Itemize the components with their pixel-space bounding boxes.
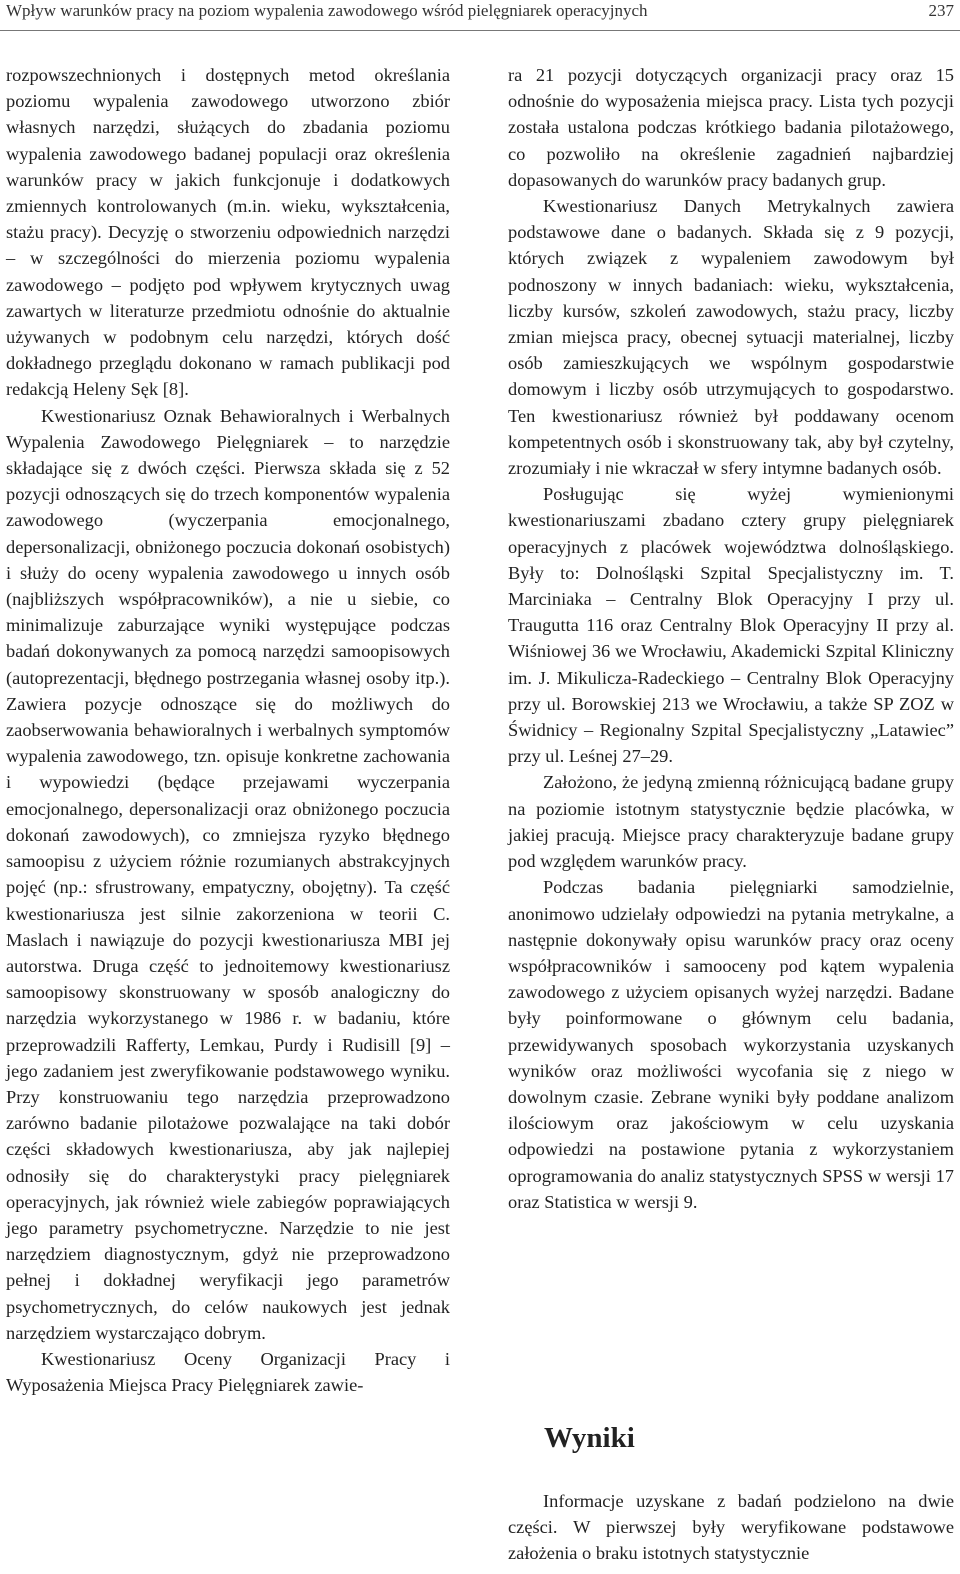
paragraph: rozpowszechnionych i dostępnych metod określania poziomu wypalenia zawodowego utworzono zbiór własnych narzędzi, służących do zbadania poziomu wypalenia zawodowego badanej populacji oraz określenia warunków pracy w jakich funkcjonuje i dodatkowych zmiennych kontrolowanych (m.in. wieku, wykształcenia, stażu pracy). Decyzję o stworzeniu odpowiednich narzędzi – w szczególności do mierzenia poziomu wypalenia zawodowego – podjęto pod wpływem krytycznych uwag zawartych w literaturze przedmiotu odnośnie do aktualnie używanych w podobnym celu narzędzi, których dość dokładnego przeglądu dokonano w ramach publikacji pod redakcją Heleny Sęk [8]. bbox=[6, 65, 450, 400]
paragraph: Podczas badania pielęgniarki samodzielnie, anonimowo udzielały odpowiedzi na pytania metrykalne, a następnie dokonywały opisu warunków pracy oraz oceny współpracowników i samooceny pod kątem wypalenia zawodowego z użyciem opisanych wyżej narzędzi. Badane były poinformowane o głównym celu badania, przewidywanych sposobach wykorzystania uzyskanych wyników oraz możliwości wycofania się z niego w dowolnym czasie. Zebrane wyniki były poddane analizom ilościowym oraz jakościowym w celu uzyskania odpowiedzi na postawione pytania z wykorzystaniem oprogramowania do analiz statystycznych SPSS w wersji 17 oraz Statistica w wersji 9. bbox=[508, 877, 954, 1212]
paragraph: Kwestionariusz Oznak Behawioralnych i Werbalnych Wypalenia Zawodowego Pielęgniarek – to narzędzie składające się z dwóch części. Pierwsza składa się z 52 pozycji odnoszących się do trzech komponentów wypalenia zawodowego (wyczerpania emocjonalnego, depersonalizacji, obniżonego poczucia dokonań osobistych) i służy do oceny wypalenia zawodowego u innych osób (najbliższych współpracowników), a nie u siebie, co minimalizuje zaburzające wyniki występujące podczas badań dokonywanych za pomocą narzędzi samoopisowych (autoprezentacji, błędnego postrzegania własnej osoby itp.). Zawiera pozycje odnoszące się do możliwych do zaobserwowania behawioralnych i werbalnych symptomów wypalenia zawodowego, tzn. opisuje konkretne zachowania i wypowiedzi (będące przejawami wyczerpania emocjonalnego, depersonalizacji oraz obniżonego poczucia dokonań zawodowych), co zmniejsza ryzyko błędnego samoopisu z użyciem różnie rozumianych abstrakcyjnych pojęć (np.: sfrustrowany, empatyczny, obojętny). Ta część kwestionariusza jest silnie zakorzeniona w teorii C. Maslach i nawiązuje do pozycji kwestionariusza MBI jej autorstwa. Druga część to jednoitemowy kwestionariusz samoopisowy skonstruowany w sposób analogiczny do narzędzia wykorzystanego w 1986 r. w badaniu, które przeprowadzili Rafferty, Lemkau, Purdy i Rudisill [9] – jego zadaniem jest zweryfikowanie podstawowego wyniku. Przy konstruowaniu tego narzędzia przeprowadzono zarówno badanie pilotażowe pozwalające na taki dobór części składowych kwestionariusza, aby jak najlepiej odnosiły się do charakterystyki pracy pielęgniarek operacyjnych, jak również wiele zabiegów poprawiających jego parametry psychometryczne. Narzędzie to nie jest narzędziem diagnostycznym, gdyż nie przeprowadzono pełnej i dokładnej weryfikacji jego parametrów psychometrycznych, do celów naukowych jest jednak narzędziem wystarczająco dobrym. bbox=[6, 405, 450, 1343]
paragraph: Założono, że jedyną zmienną różnicującą badane grupy na poziomie istotnym statystycznie będzie placówka, w jakiej pracują. Miejsce pracy charakteryzuje badane grupy pod względem warunków pracy. bbox=[508, 772, 954, 872]
running-header bbox=[0, 0, 960, 31]
running-title: Wpływ warunków pracy na poziom wypalenia zawodowego wśród pielęgniarek operacyjnych bbox=[6, 1, 648, 20]
paragraph: Kwestionariusz Oceny Organizacji Pracy i Wyposażenia Miejsca Pracy Pielęgniarek zawie- bbox=[6, 1348, 450, 1396]
paragraph: Informacje uzyskane z badań podzielono na dwie części. W pierwszej były weryfikowane podstawowe założenia o braku istotnych statystycznie bbox=[508, 1491, 954, 1564]
paragraph: Kwestionariusz Danych Metrykalnych zawiera podstawowe dane o badanych. Składa się z 9 pozycji, których związek z wypaleniem zawodowym był podnoszony w innych badaniach: wieku, wykształcenia, liczby kursów, szkoleń zawodowych, stażu pracy, liczby zmian miejsca pracy, obecnej sytuacji materialnej, liczby osób zamieszkujących we wspólnym gospodarstwie domowym i liczby osób utrzymujących to gospodarstwo. Ten kwestionariusz również był poddawany ocenom kompetentnych osób i skonstruowany tak, aby był czytelny, zrozumiały i nie wkraczał w sfery intymne badanych osób. bbox=[508, 196, 954, 479]
section-heading: Wyniki bbox=[544, 1422, 635, 1454]
results-intro bbox=[508, 1488, 954, 1567]
right-column bbox=[508, 62, 954, 1215]
paragraph: Posługując się wyżej wymienionymi kwestionariuszami zbadano cztery grupy pielęgniarek operacyjnych z placówek województwa dolnośląskiego. Były to: Dolnośląski Szpital Specjalistyczny im. T. Marciniaka – Centralny Blok Operacyjny I przy ul. Traugutta 116 oraz Centralny Blok Operacyjny II przy al. Wiśniowej 36 we Wrocławiu, Akademicki Szpital Kliniczny im. J. Mikulicza-Radeckiego – Centralny Blok Operacyjny przy ul. Borowskiej 213 we Wrocławiu, a także SP ZOZ w Świdnicy – Regionalny Szpital Specjalistyczny „Latawiec” przy ul. Leśnej 27–29. bbox=[508, 484, 954, 767]
page-number: 237 bbox=[928, 1, 954, 20]
left-column bbox=[6, 62, 450, 1398]
paragraph: ra 21 pozycji dotyczących organizacji pracy oraz 15 odnośnie do wyposażenia miejsca pracy. Lista tych pozycji została ustalona podczas krótkiego badania pilotażowego, co pozwoliło na określenie zagadnień najbardziej dopasowanych do warunków pracy badanych grup. bbox=[508, 65, 954, 190]
